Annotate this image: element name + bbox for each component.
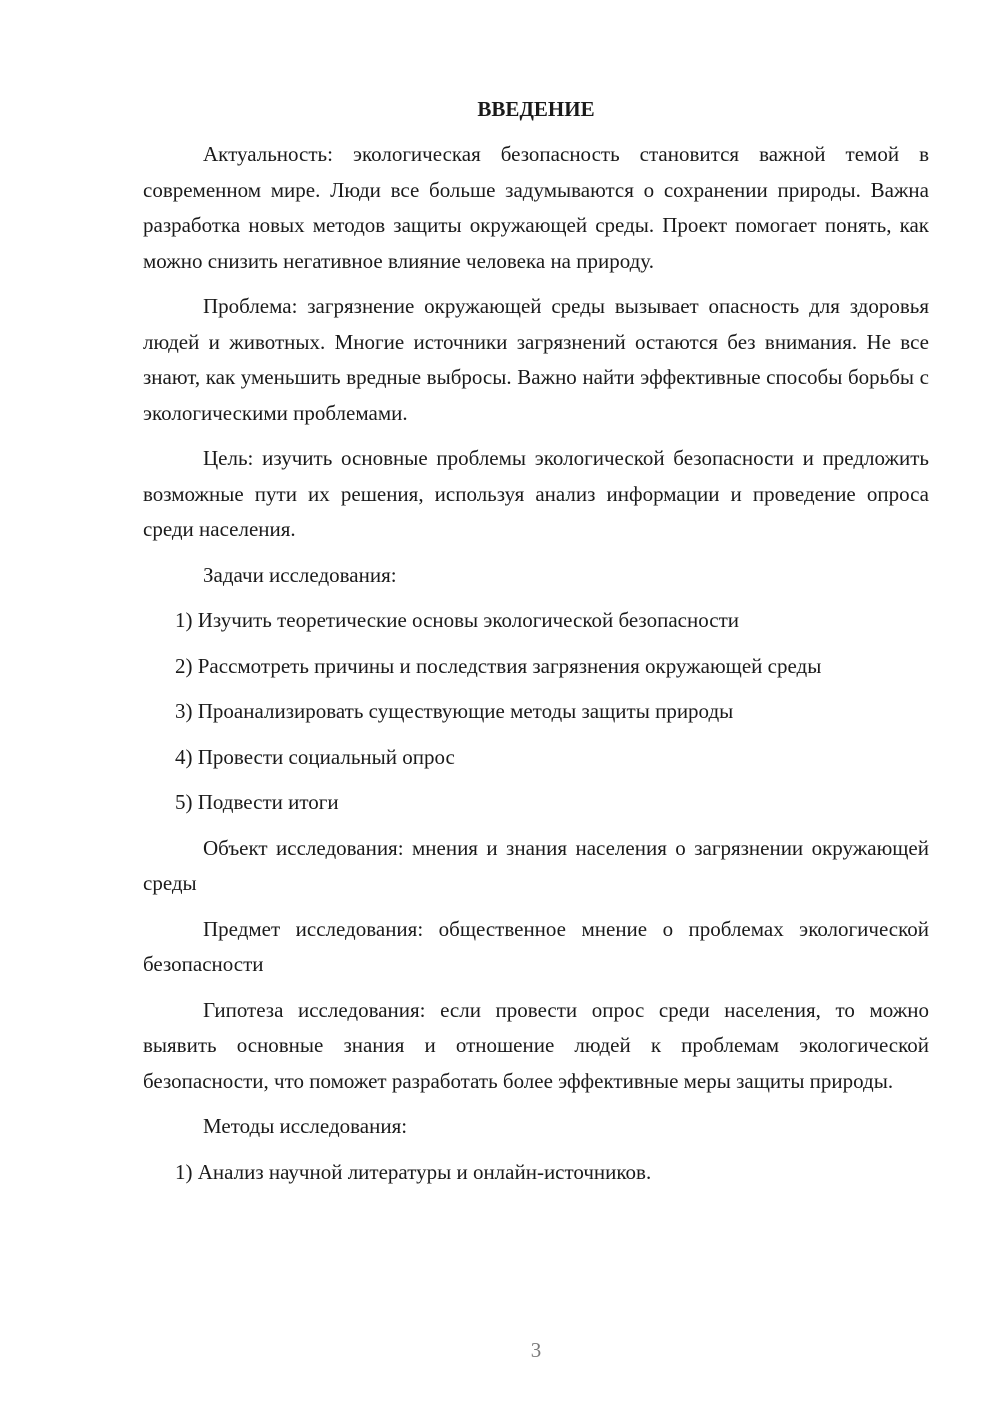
page-title: ВВЕДЕНИЕ (477, 97, 595, 121)
task-item-5: 5) Подвести итоги (175, 790, 339, 814)
object-paragraph: Объект исследования: мнения и знания населения о загрязнении окружающей среды (143, 835, 929, 895)
page-number: 3 (530, 1338, 542, 1362)
goal-paragraph: Цель: изучить основные проблемы экологической безопасности и предложить возможные пути их решения, используя анализ информации и проведение опроса среди населения. (143, 446, 929, 541)
task-item-1: 1) Изучить теоретические основы экологической безопасности (175, 608, 739, 632)
relevance-paragraph: Актуальность: экологическая безопасность становится важной темой в современном мире. Люди все больше задумываются о сохранении природы. Важна разработка новых методов защиты окружающей среды. Проект помогает понять, как можно снизить негативное влияние человека на природу. (143, 142, 929, 273)
method-item-1: 1) Анализ научной литературы и онлайн-источников. (175, 1159, 652, 1184)
task-item-4: 4) Провести социальный опрос (175, 744, 455, 769)
task-item-3: 3) Проанализировать существующие методы защиты природы (175, 699, 734, 723)
methods-label: Методы исследования: (203, 1114, 408, 1138)
tasks-label: Задачи исследования: (203, 562, 397, 587)
subject-paragraph: Предмет исследования: общественное мнение о проблемах экологической безопасности (143, 916, 929, 976)
document-body (143, 92, 929, 1200)
task-item-2: 2) Рассмотреть причины и последствия загрязнения окружающей среды (175, 653, 822, 678)
hypothesis-paragraph: Гипотеза исследования: если провести опрос среди населения, то можно выявить основные знания и отношение людей к проблемам экологической безопасности, что поможет разработать более эффективные меры защиты природы. (143, 997, 929, 1093)
problem-paragraph: Проблема: загрязнение окружающей среды вызывает опасность для здоровья людей и животных. Многие источники загрязнений остаются без внимания. Не все знают, как уменьшить вредные выбросы. Важно найти эффективные способы борьбы с экологическими проблемами. (143, 294, 929, 425)
